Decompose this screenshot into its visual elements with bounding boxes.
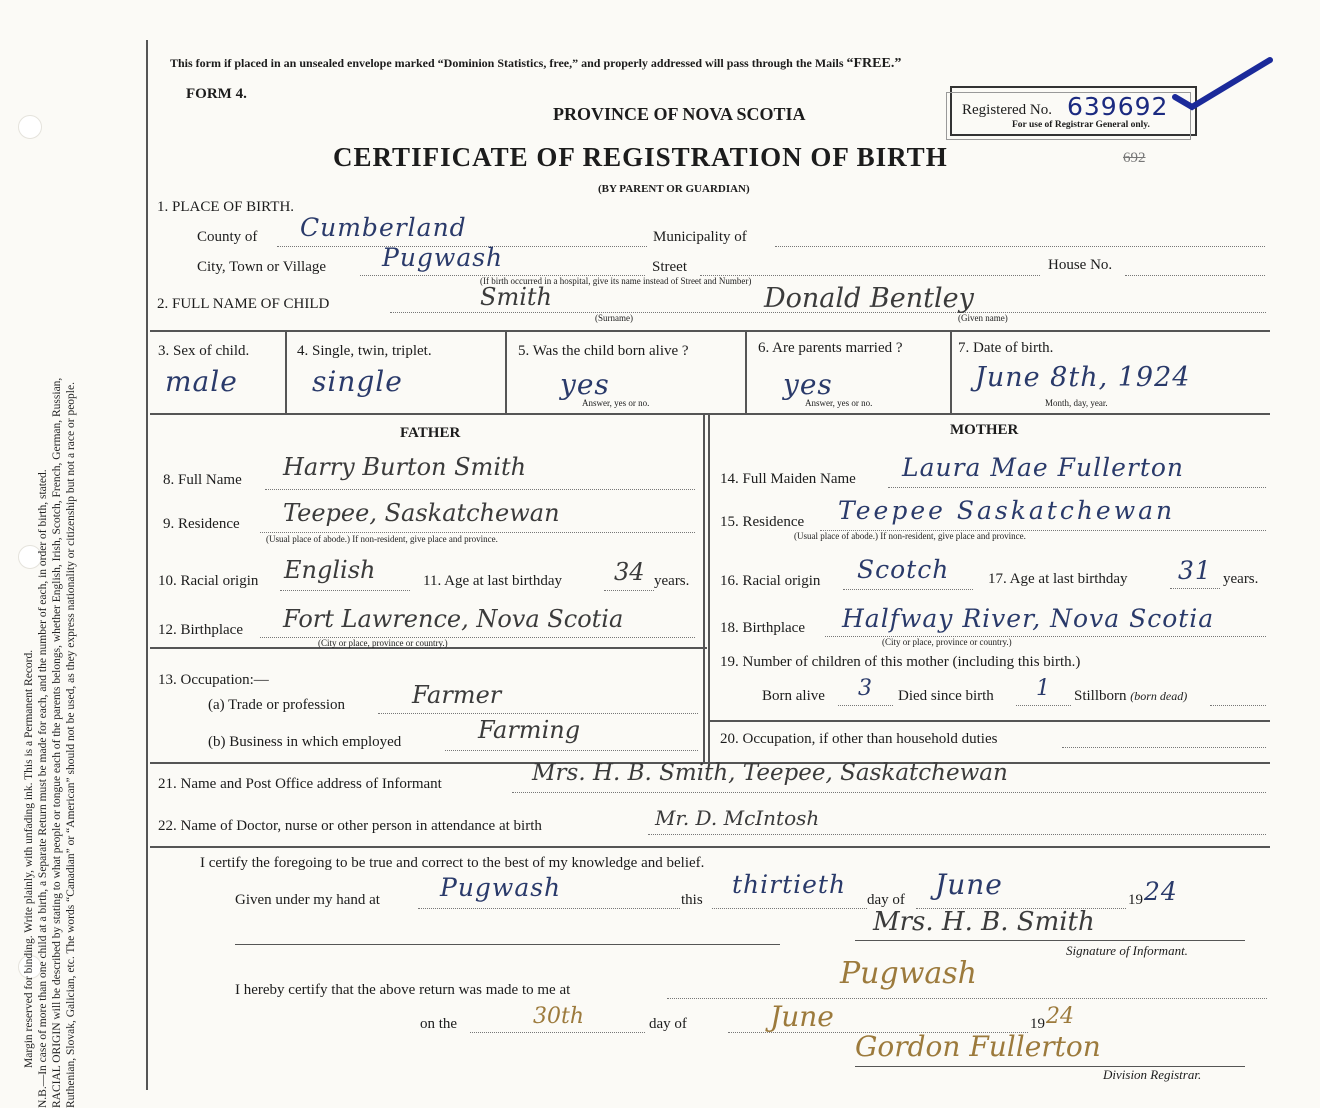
father-name-value: Harry Burton Smith [283,453,527,481]
father-residence-value: Teepee, Saskatchewan [283,499,560,527]
house-label: House No. [1048,257,1113,273]
married-answer-note: Answer, yes or no. [805,398,873,408]
married-value: yes [783,368,833,401]
this-label: this [681,892,703,908]
died-label: Died since birth [898,688,994,704]
mother-birthplace-note: (City or place, province or country.) [882,637,1012,647]
form-number: FORM 4. [186,86,247,102]
child-name-label: 2. FULL NAME OF CHILD [157,296,330,312]
plurality-value: single [312,365,403,398]
father-birthplace-value: Fort Lawrence, Nova Scotia [283,605,624,633]
check-mark-icon [1170,52,1280,112]
county-label: County of [197,229,258,245]
sex-label: 3. Sex of child. [158,343,250,359]
died-count: 1 [1036,676,1051,701]
province-title: PROVINCE OF NOVA SCOTIA [553,104,806,124]
children-count-label: 19. Number of children of this mother (including this birth.) [720,654,1081,670]
street-label: Street [652,259,687,275]
registrar-day: 30th [533,1004,585,1029]
father-age-value: 34 [614,558,645,586]
father-age-label: 11. Age at last birthday [423,573,562,589]
mother-birthplace-value: Halfway River, Nova Scotia [842,604,1215,633]
margin-border [146,40,148,1090]
municipality-label: Municipality of [653,229,747,245]
registered-label: Registered No. [962,102,1052,118]
division-registrar-label: Division Registrar. [1103,1067,1202,1082]
mother-age-value: 31 [1178,556,1212,585]
mail-note-free: “FREE.” [846,56,902,71]
surname-note: (Surname) [595,313,633,323]
registrar-place: Pugwash [840,956,977,991]
mail-note-text: This form if placed in an unsealed envelope marked “Dominion Statistics, free,” and properly addressed will pass through the Mails [170,56,844,70]
certify-year: 24 [1144,877,1178,906]
city-label: City, Town or Village [197,259,327,275]
side-notes [22,68,78,1108]
registrar-year-prefix: 19 [1030,1016,1045,1032]
page-subtitle: (BY PARENT OR GUARDIAN) [598,183,750,195]
trade-value: Farmer [412,681,502,709]
father-heading: FATHER [400,425,461,441]
certify-day: thirtieth [732,870,847,899]
side-note-racial-origin: RACIAL ORIGIN will be described by stating to what people or tongue each of the parents belongs, whether English, Irish, Scotch, French, German, Russian, [51,377,63,1108]
father-birthplace-note: (City or place, province or country.) [318,638,448,648]
plurality-label: 4. Single, twin, triplet. [297,343,432,359]
side-note-multiple-births: N.B.—In case of more than one child at a birth, a Separate Return must be made for each, and the number of each, in order of birth, stated. [37,469,49,1108]
registrar-year: 24 [1046,1004,1074,1029]
on-the-label: on the [420,1016,458,1032]
informant-label: 21. Name and Post Office address of Informant [158,776,442,792]
doctor-label: 22. Name of Doctor, nurse or other person in attendance at birth [158,818,542,834]
given-at-place: Pugwash [440,873,562,902]
informant-signature: Mrs. H. B. Smith [873,907,1095,937]
sex-value: male [165,365,238,398]
dob-value: June 8th, 1924 [975,362,1191,393]
father-residence-label: 9. Residence [163,516,240,532]
mother-age-label: 17. Age at last birthday [988,571,1128,587]
mother-race-label: 16. Racial origin [720,573,821,589]
father-race-label: 10. Racial origin [158,573,259,589]
certify-day-of-label: day of [867,892,905,908]
certify-month: June [935,868,1003,901]
stillborn-text: Stillborn [1074,688,1127,704]
city-value: Pugwash [382,243,504,272]
mother-heading: MOTHER [950,422,1019,438]
given-note: (Given name) [958,313,1008,323]
alive-answer-note: Answer, yes or no. [582,398,650,408]
hospital-note: (If birth occurred in a hospital, give its name instead of Street and Number) [480,276,752,286]
child-given-name: Donald Bentley [764,283,974,314]
mother-residence-note: (Usual place of abode.) If non-resident, give place and province. [794,531,1026,541]
registered-box [950,86,1197,136]
father-name-label: 8. Full Name [163,472,242,488]
child-surname: Smith [480,283,552,311]
mother-years-label: years. [1223,571,1259,587]
father-years-label: years. [654,573,690,589]
doctor-value: Mr. D. McIntosh [655,806,820,830]
registrar-signature: Gordon Fullerton [855,1030,1101,1063]
certify-statement: I certify the foregoing to be true and correct to the best of my knowledge and belief. [200,855,705,871]
mail-note [170,56,901,72]
married-label: 6. Are parents married ? [758,340,903,356]
father-residence-note: (Usual place of abode.) If non-resident, give place and province. [266,534,498,544]
born-alive-label: 5. Was the child born alive ? [518,343,689,359]
business-value: Farming [478,716,581,744]
mother-residence-label: 15. Residence [720,514,805,530]
born-alive-count: 3 [858,676,873,701]
side-note-binding: Margin reserved for binding. Write plainly, with unfading ink. This is a Permanent Record. [23,649,35,1068]
place-heading: 1. PLACE OF BIRTH. [157,199,295,215]
occupation-heading: 13. Occupation:— [158,672,269,688]
county-value: Cumberland [300,213,467,242]
father-race-value: English [284,556,376,584]
mother-race-value: Scotch [857,555,950,584]
trade-label: (a) Trade or profession [208,697,346,713]
stillborn-note: (born dead) [1130,689,1188,703]
business-label: (b) Business in which employed [208,734,402,750]
mother-occupation-label: 20. Occupation, if other than household duties [720,731,998,747]
born-alive-value: yes [560,368,610,401]
stillborn-label [1074,688,1187,705]
given-at-label: Given under my hand at [235,892,380,908]
mother-name-value: Laura Mae Fullerton [902,453,1185,482]
struck-number: 692 [1123,150,1146,166]
page-title: CERTIFICATE OF REGISTRATION OF BIRTH [333,142,948,172]
registered-number: 639692 [1067,92,1169,121]
mother-name-label: 14. Full Maiden Name [720,471,856,487]
mother-birthplace-label: 18. Birthplace [720,620,805,636]
registrar-note: For use of Registrar General only. [1012,120,1150,130]
signature-informant-label: Signature of Informant. [1066,943,1188,958]
dob-label: 7. Date of birth. [958,340,1054,356]
informant-value: Mrs. H. B. Smith, Teepee, Saskatchewan [532,760,1008,786]
registrar-day-of-label: day of [649,1016,687,1032]
side-note-racial-origin-cont: Ruthenian, Slovak, Galician, etc. The words “Canadian” or “American” should not be used, as they express nationality or citizenship but not a race or people. [65,382,77,1108]
mother-residence-value: Teepee Saskatchewan [838,496,1176,525]
dob-note: Month, day, year. [1045,398,1108,408]
father-birthplace-label: 12. Birthplace [158,622,243,638]
registrar-statement: I hereby certify that the above return was made to me at [235,982,571,998]
born-alive-count-label: Born alive [762,688,825,704]
registrar-month: June [770,1000,834,1033]
certify-year-prefix: 19 [1128,892,1143,908]
